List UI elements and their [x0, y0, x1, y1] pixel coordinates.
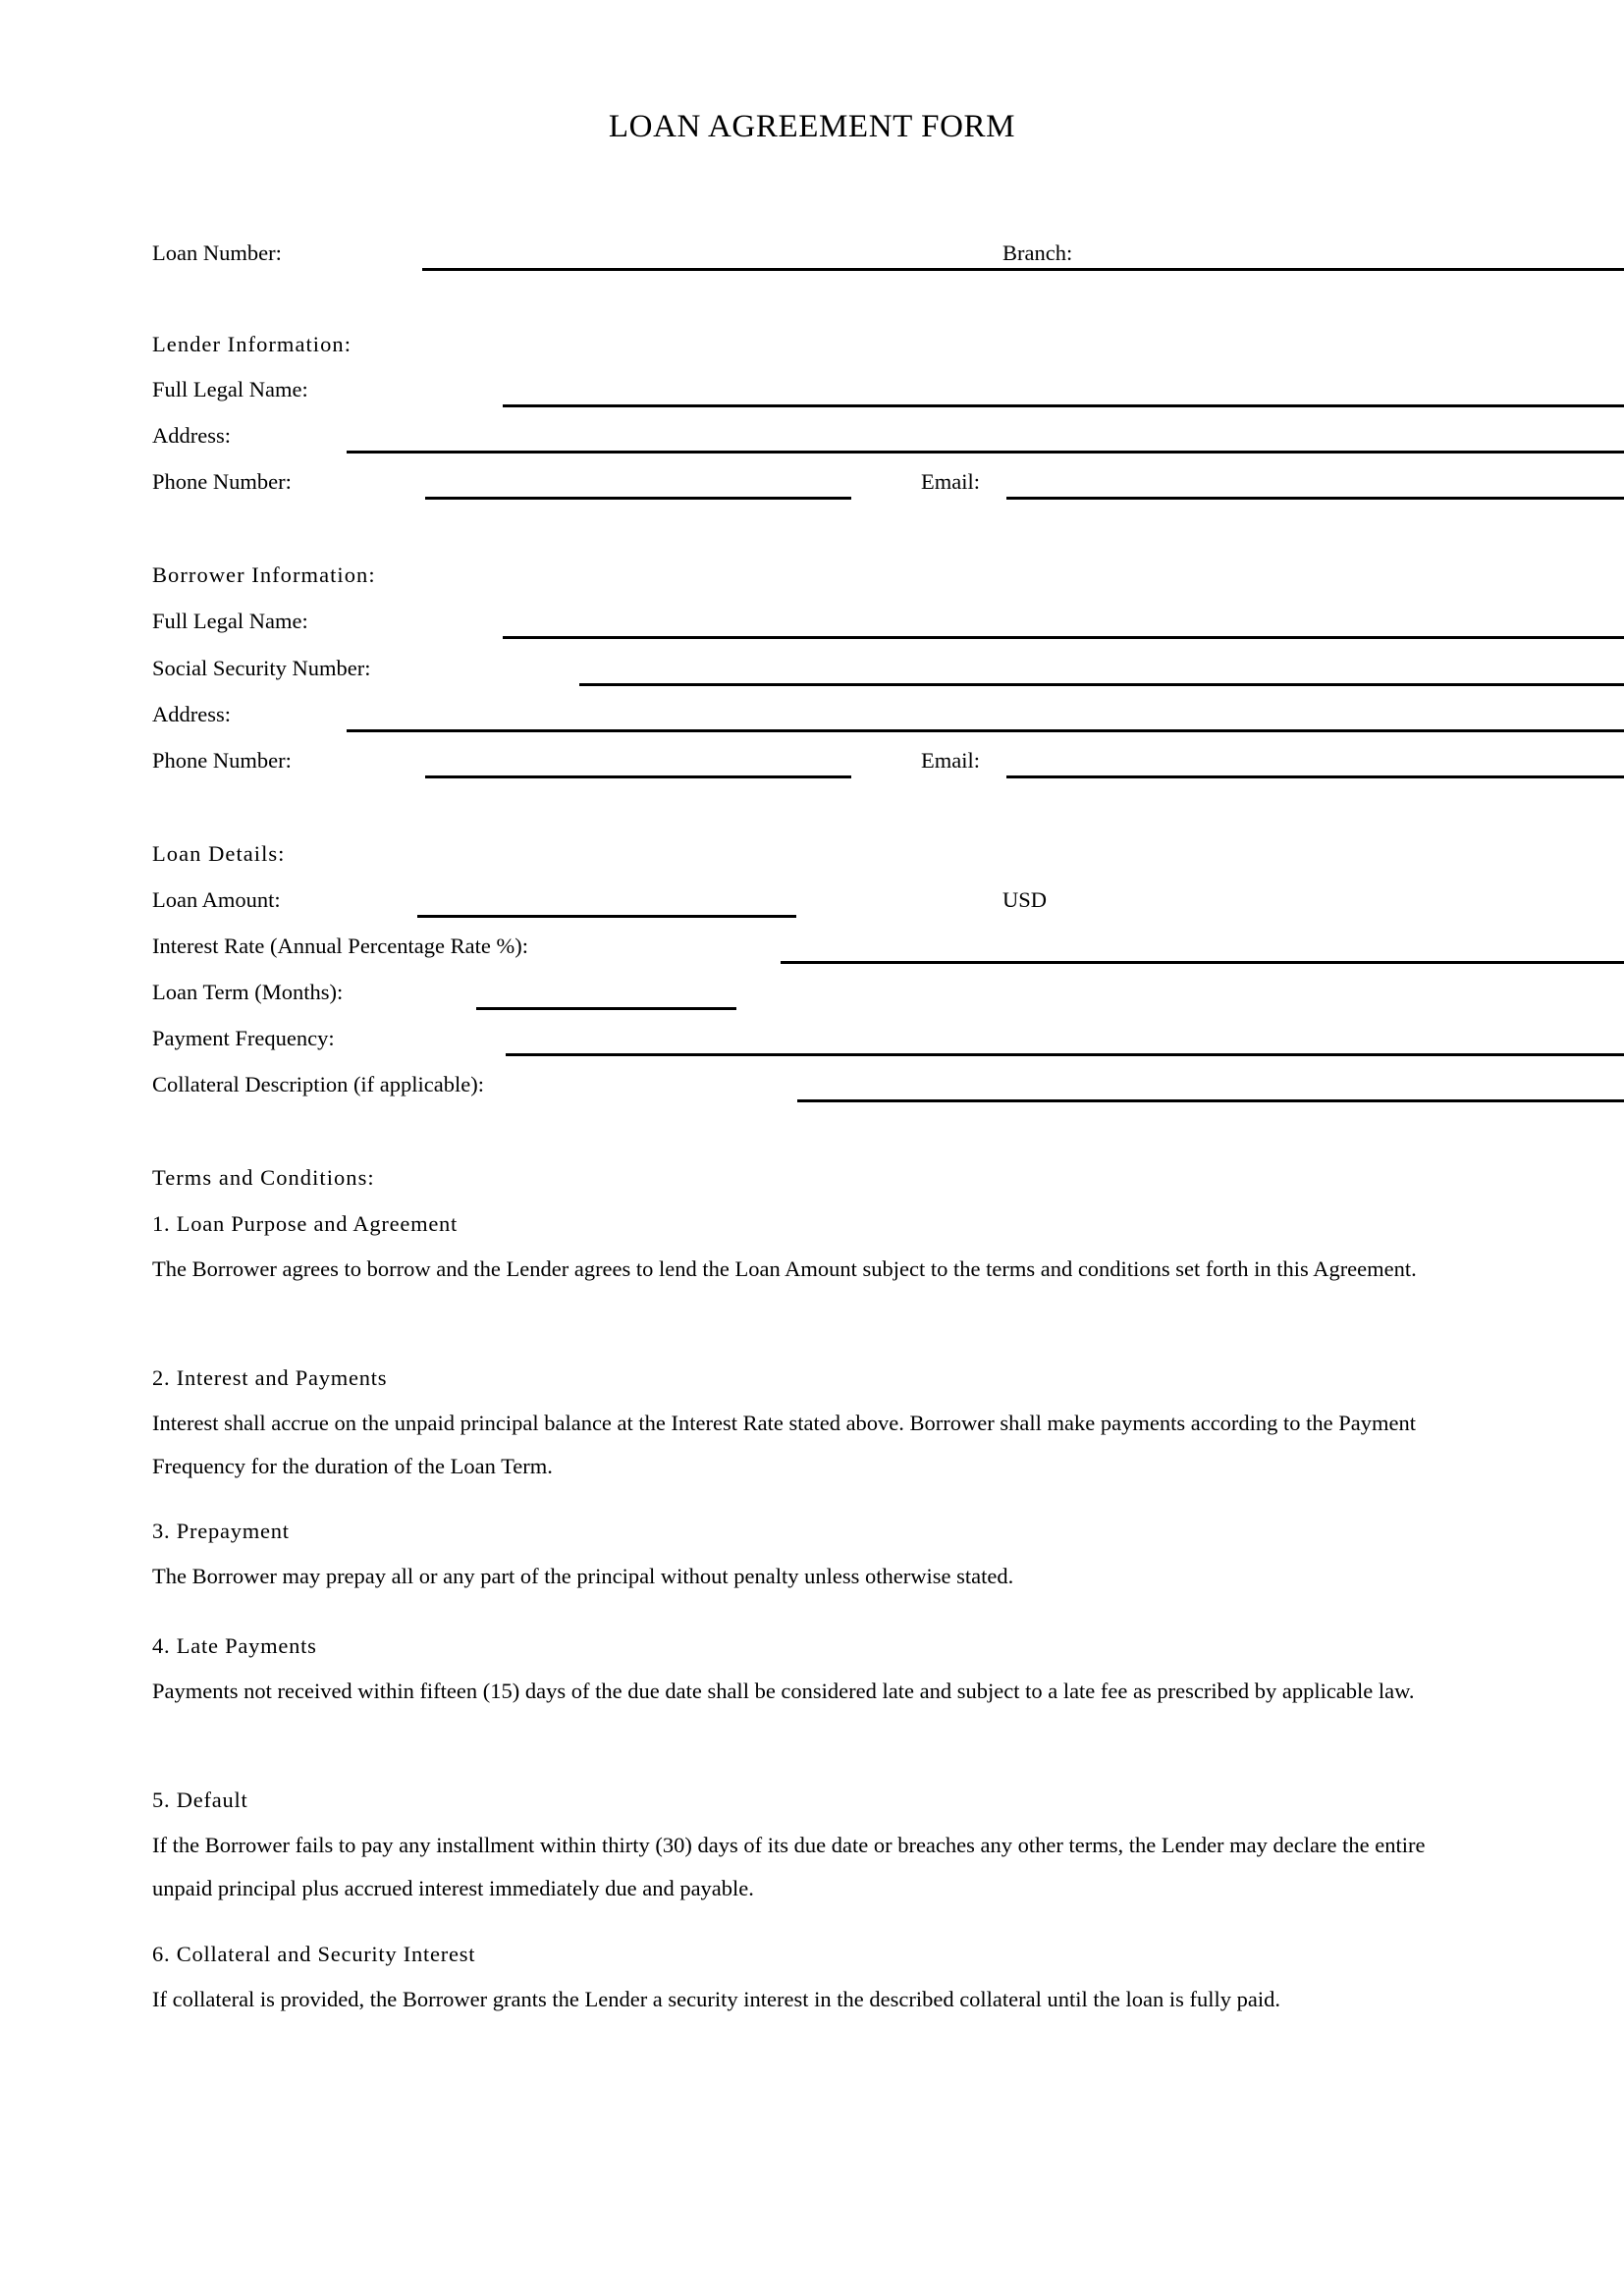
- loan-term-label: Loan Term (Months):: [152, 980, 344, 1004]
- clause-6-body: If collateral is provided, the Borrower grants the Lender a security interest in the described collateral until the loan is fully paid.: [152, 1987, 1280, 2011]
- collateral-label: Collateral Description (if applicable):: [152, 1072, 484, 1096]
- loan-amount-label: Loan Amount:: [152, 887, 281, 912]
- payment-frequency-row: [152, 1025, 1478, 1058]
- borrower-ssn-label: Social Security Number:: [152, 656, 371, 680]
- borrower-section-heading-row: [152, 561, 1478, 595]
- lender-section-heading: Lender Information:: [152, 332, 352, 356]
- clause-3-body: The Borrower may prepay all or any part of the principal without penalty unless otherwise stated.: [152, 1564, 1014, 1588]
- lender-full-legal-name-row: [152, 376, 1478, 409]
- borrower-email-input-line[interactable]: [1006, 775, 1624, 778]
- clause-3-title: 3. Prepayment: [152, 1519, 290, 1543]
- lender-email-label: Email:: [921, 469, 980, 494]
- clause-4-body: Payments not received within fifteen (15) days of the due date shall be considered late and subject to a late fee as prescribed by applicable law.: [152, 1679, 1415, 1703]
- borrower-full-legal-name-label: Full Legal Name:: [152, 609, 308, 633]
- lender-full-legal-name-label: Full Legal Name:: [152, 377, 308, 401]
- clause-1-title: 1. Loan Purpose and Agreement: [152, 1211, 459, 1236]
- page-title: LOAN AGREEMENT FORM: [608, 109, 1016, 144]
- lender-section-heading-row: [152, 331, 1478, 364]
- borrower-email-label: Email:: [921, 748, 980, 773]
- payment-frequency-label: Payment Frequency:: [152, 1026, 335, 1050]
- borrower-address-row: [152, 701, 1478, 734]
- currency-label: USD: [1002, 887, 1048, 912]
- lender-phone-input-line[interactable]: [425, 497, 851, 500]
- loan-amount-row: [152, 886, 1478, 920]
- interest-rate-input-line[interactable]: [781, 961, 1624, 964]
- lender-full-legal-name-input-line[interactable]: [503, 404, 1624, 407]
- lender-phone-email-row: [152, 468, 1478, 502]
- lender-email-input-line[interactable]: [1006, 497, 1624, 500]
- borrower-phone-input-line[interactable]: [425, 775, 851, 778]
- borrower-phone-email-row: [152, 747, 1478, 780]
- lender-address-input-line[interactable]: [347, 451, 1624, 454]
- lender-address-label: Address:: [152, 423, 231, 448]
- borrower-full-legal-name-input-line[interactable]: [503, 636, 1624, 639]
- loan-number-label: Loan Number:: [152, 240, 282, 265]
- loan-term-row: [152, 979, 1478, 1012]
- borrower-full-legal-name-row: [152, 608, 1478, 641]
- branch-label: Branch:: [1002, 240, 1073, 265]
- interest-rate-row: [152, 933, 1478, 966]
- borrower-address-input-line[interactable]: [347, 729, 1624, 732]
- loan-details-heading: Loan Details:: [152, 841, 286, 866]
- collateral-row: [152, 1071, 1478, 1104]
- interest-rate-label: Interest Rate (Annual Percentage Rate %):: [152, 934, 528, 958]
- borrower-address-label: Address:: [152, 702, 231, 726]
- clause-2-title: 2. Interest and Payments: [152, 1365, 388, 1390]
- clause-2-body: Interest shall accrue on the unpaid principal balance at the Interest Rate stated above. Borrower shall make payments according to the Payment Frequency for the duration of the Loan Term.: [152, 1411, 1417, 1478]
- loan-term-input-line[interactable]: [476, 1007, 736, 1010]
- collateral-input-line[interactable]: [797, 1099, 1624, 1102]
- loan-details-heading-row: [152, 840, 1478, 874]
- lender-address-row: [152, 422, 1478, 455]
- clause-5-body: If the Borrower fails to pay any installment within thirty (30) days of its due date or breaches any other terms, the Lender may declare the entire unpaid principal plus accrued interest immediately due and payable.: [152, 1833, 1426, 1900]
- loan-number-row: [152, 240, 1478, 273]
- clause-6-title: 6. Collateral and Security Interest: [152, 1942, 476, 1966]
- terms-heading: Terms and Conditions:: [152, 1165, 375, 1190]
- payment-frequency-input-line[interactable]: [506, 1053, 1624, 1056]
- borrower-ssn-row: [152, 655, 1478, 688]
- borrower-ssn-input-line[interactable]: [579, 683, 1624, 686]
- clause-5-title: 5. Default: [152, 1788, 248, 1812]
- loan-number-branch-input-line[interactable]: [422, 268, 1624, 271]
- lender-phone-label: Phone Number:: [152, 469, 292, 494]
- clause-4-title: 4. Late Payments: [152, 1633, 317, 1658]
- clause-1-body: The Borrower agrees to borrow and the Lender agrees to lend the Loan Amount subject to the terms and conditions set forth in this Agreement.: [152, 1256, 1417, 1281]
- loan-amount-input-line[interactable]: [417, 915, 796, 918]
- borrower-section-heading: Borrower Information:: [152, 562, 376, 587]
- borrower-phone-label: Phone Number:: [152, 748, 292, 773]
